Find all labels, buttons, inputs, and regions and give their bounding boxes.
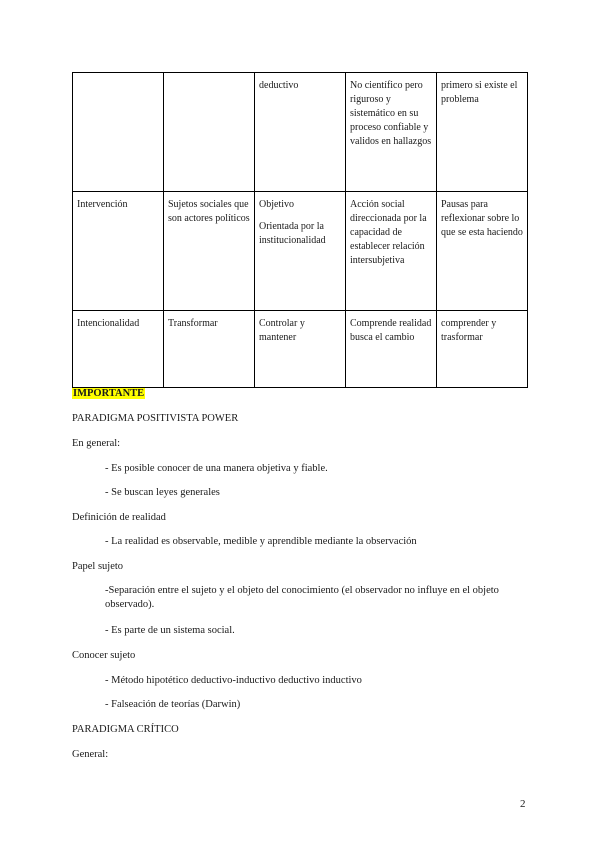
table-cell: Pausas para reflexionar sobre lo que se esta haciendo: [437, 192, 528, 311]
bullet-leyes: - Se buscan leyes generales: [105, 487, 220, 498]
table-cell: Acción social direccionada por la capacidad de establecer relación intersubjetiva: [346, 192, 437, 311]
section-conocer-sujeto: Conocer sujeto: [72, 650, 136, 661]
bullet-realidad: - La realidad es observable, medible y aprendible mediante la observación: [105, 536, 417, 547]
table-row: [73, 73, 528, 192]
table-cell: comprender y trasformar: [437, 311, 528, 388]
bullet-separacion: -Separación entre el sujeto y el objeto del conocimiento (el observador no influye en el objeto observado).: [105, 585, 499, 610]
table-cell: No científico pero riguroso y sistemático en su proceso confiable y validos en hallazgos: [346, 73, 437, 192]
table-row: [73, 192, 528, 311]
table-cell: [73, 73, 164, 192]
bullet-metodo: - Método hipotético deductivo-inductivo deductivo inductivo: [105, 675, 362, 686]
table-cell: Sujetos sociales que son actores políticos: [164, 192, 255, 311]
section-general: General:: [72, 749, 109, 760]
table-cell: Comprende realidad busca el cambio: [346, 311, 437, 388]
section-papel-sujeto: Papel sujeto: [72, 561, 124, 572]
heading-positivista: PARADIGMA POSITIVISTA POWER: [72, 413, 239, 424]
important-label: IMPORTANTE: [73, 388, 145, 399]
table-cell: Controlar y mantener: [255, 311, 346, 388]
bullet-falseacion: - Falseación de teorías (Darwin): [105, 699, 241, 710]
page-number: 2: [520, 798, 526, 810]
section-def-realidad: Definición de realidad: [72, 512, 166, 523]
table-cell: Intervención: [73, 192, 164, 311]
comparison-table: [72, 72, 528, 388]
table-cell: [164, 73, 255, 192]
table-cell: Intencionalidad: [73, 311, 164, 388]
table-row: [73, 311, 528, 388]
heading-critico: PARADIGMA CRÍTICO: [72, 724, 179, 735]
table-cell: deductivo: [255, 73, 346, 192]
bullet-objetiva: - Es posible conocer de una manera objetiva y fiable.: [105, 463, 328, 474]
table-cell: Transformar: [164, 311, 255, 388]
section-en-general: En general:: [72, 438, 121, 449]
bullet-sistema-social: - Es parte de un sistema social.: [105, 625, 235, 636]
table-cell: Objetivo Orientada por la institucionalidad: [255, 192, 346, 311]
table-cell: primero si existe el problema: [437, 73, 528, 192]
